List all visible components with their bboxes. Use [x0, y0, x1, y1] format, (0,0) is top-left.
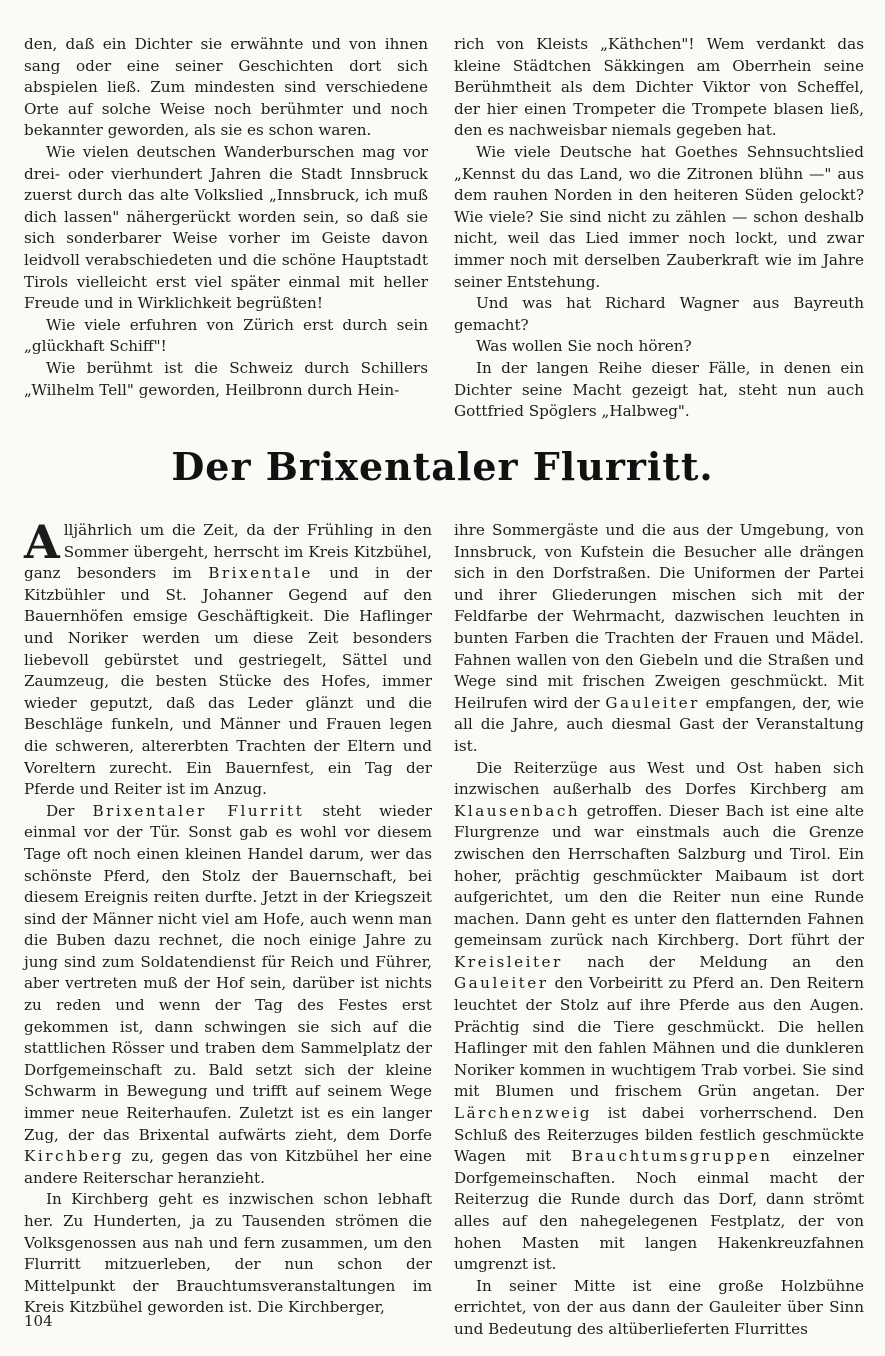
article-title: Der Brixentaler Flurritt.	[171, 444, 714, 489]
spaced-text: Brixentale	[208, 564, 313, 583]
text-run: ist dabei vorherrschend. Den Schluß des Reiterzuges bilden festlich geschmückte Wagen mit	[454, 1104, 864, 1166]
text-run: Der	[46, 801, 93, 820]
paragraph	[454, 520, 864, 758]
spaced-text: Kreisleiter	[454, 952, 563, 971]
spaced-text: Gauleiter	[454, 974, 549, 993]
paragraph	[454, 758, 864, 1276]
paragraph: Was wollen Sie noch hören?	[476, 337, 692, 356]
text-run: nach der Meldung an den	[562, 952, 864, 971]
text-run: den Vorbeiritt zu Pferd an. Den Reitern leuchtet der Stolz auf ihre Pferde aus den Augen. Prächtig sind die Tiere geschmückt. Die hellen Haflinger mit den fahlen Mähnen und die dunkleren Noriker kommen in wuchtigem Trab vorbei. Sie sind mit Blumen und frischem Grün angetan. Der	[454, 974, 864, 1101]
bottom-right-column	[454, 520, 864, 1341]
page-number: 104	[24, 1312, 53, 1330]
paragraph: den, daß ein Dichter sie erwähnte und von ihnen sang oder eine seiner Geschichten dort sich abspielen ließ. Zum mindesten sind verschiedene Orte auf solche Weise noch berühmter und noch bekannter geworden, als sie es schon waren.	[24, 35, 428, 140]
paragraph: Wie vielen deutschen Wanderburschen mag vor drei- oder vierhundert Jahren die Stadt Innsbruck zuerst durch das alte Volkslied „Innsbruck, ich muß dich lassen" nähergerückt worden sein, so daß sie sich sonderbarer Weise vorher im Geiste davon leidvoll verabschiedeten und die schöne Hauptstadt Tirols vielleicht erst viel später einmal mit heller Freude und in Wirklichkeit begrüßten!	[24, 142, 428, 313]
top-left-column	[24, 34, 428, 401]
text-run: empfangen, der, wie all die Jahre, auch diesmal Gast der Veranstaltung ist.	[454, 693, 865, 755]
spaced-text: Brixentaler Flurritt	[92, 801, 305, 820]
text-run: getroffen. Dieser Bach ist eine alte Flurgrenze und war einstmals auch die Grenze zwischen den Herrschaften Salzburg und Tirol. Ein hoher, prächtig geschmückter Maibaum ist dort aufgerichtet, um den die Reiter nun eine Runde machen. Dann geht es unter den flatternden Fahnen gemeinsam zurück nach Kirchberg. Dort führt der	[454, 801, 864, 950]
paragraph: In Kirchberg geht es inzwischen schon lebhaft her. Zu Hunderten, ja zu Tausenden strömen die Volksgenossen aus nah und fern zusammen, um den Flurritt mitzuerleben, der nun schon der Mittelpunkt der Brauchtumsveranstaltungen im Kreis Kitzbühel geworden ist. Die Kirchberger,	[24, 1190, 432, 1317]
paragraph: Wie berühmt ist die Schweiz durch Schillers „Wilhelm Tell" geworden, Heilbronn durch Hein-	[24, 358, 428, 399]
top-right-column	[454, 34, 864, 423]
text-run: steht wieder einmal vor der Tür. Sonst gab es wohl vor diesem Tage oft noch einen kleinen Handel darum, wer das schönste Pferd, den Stolz der Bauernschaft, bei diesem Ereignis reiten durfte. Jetzt in der Kriegszeit sind der Männer nicht viel am Hofe, auch wenn man die Buben dazu rechnet, die noch einige Jahre zu jung sind zum Soldatendienst für Reich und Führer, aber vertreten muß der Hof sein, darüber ist nichts zu reden und wenn der Tag des Festes erst gekommen ist, dann schwingen sie sich auf die stattlichen Rösser und traben dem Sammelplatz der Dorfgemeinschaft zu. Bald setzt sich der kleine Schwarm in Bewegung und trifft auf seinem Wege immer neue Reiterhaufen. Zuletzt ist es ein langer Zug, der das Brixental aufwärts zieht, dem Dorfe	[24, 801, 432, 1144]
spaced-text: Gauleiter	[605, 693, 700, 712]
paragraph: In seiner Mitte ist eine große Holzbühne errichtet, von der aus dann der Gauleiter über Sinn und Bedeutung des altüberlieferten Flurrittes	[454, 1276, 864, 1338]
spaced-text: Kirchberg	[24, 1147, 124, 1166]
spaced-text: Brauchtumsgruppen	[571, 1147, 773, 1166]
paragraph: Wie viele Deutsche hat Goethes Sehnsuchtslied „Kennst du das Land, wo die Zitronen blühn —" aus dem rauhen Norden in den heiteren Süden gelockt? Wie viele? Sie sind nicht zu zählen — schon deshalb nicht, weil das Lied immer noch lockt, und zwar immer noch mit derselben Zauberkraft wie im Jahre seiner Entstehung.	[454, 142, 864, 291]
paragraph: rich von Kleists „Käthchen"! Wem verdankt das kleine Städtchen Säkkingen am Oberrhein seine Berühmtheit als dem Dichter Viktor von Scheffel, der hier einen Trompeter die Trompete blasen ließ, den es nachweisbar niemals gegeben hat.	[454, 35, 864, 140]
paragraph	[24, 515, 432, 801]
text-run: und in der Kitzbühler und St. Johanner Gegend auf den Bauernhöfen emsige Geschäftigkeit. Die Haflinger und Noriker werden um diese Zeit besonders liebevoll gebürstet und gestriegelt, Sättel und Zaumzeug, die besten Stücke des Hofes, immer wieder geputzt, daß das Leder glänzt und die Beschläge funkeln, und Männer und Frauen legen die schweren, altererbten Trachten der Eltern und Voreltern zurecht. Ein Bauernfest, ein Tag der Pferde und Reiter ist im Anzug.	[24, 564, 432, 799]
text-run: ihre Sommergäste und die aus der Umgebung, von Innsbruck, von Kufstein die Besucher alle drängen sich in den Dorfstraßen. Die Uniformen der Partei und ihrer Gliederungen mischen sich mit der Feldfarbe der Wehrmacht, dazwischen leuchten in bunten Farben die Trachten der Frauen und Mädel. Fahnen wallen von den Giebeln und die Straßen und Wege sind mit frischen Zweigen geschmückt. Mit Heilrufen wird der	[454, 521, 864, 712]
spaced-text: Klausenbach	[454, 801, 581, 820]
paragraph: In der langen Reihe dieser Fälle, in denen ein Dichter seine Macht gezeigt hat, steht nun auch Gottfried Spöglers „Halbweg".	[454, 358, 864, 421]
paragraph	[24, 801, 432, 1190]
drop-cap: A	[24, 515, 60, 569]
text-run: einzelner Dorfgemeinschaften. Noch einmal macht der Reiterzug die Runde durch das Dorf, dann strömt alles auf den nahegelegenen Festplatz, der von hohen Masten mit langen Hakenkreuzfahnen umgrenzt ist.	[454, 1147, 864, 1274]
paragraph: Wie viele erfuhren von Zürich erst durch sein „glückhaft Schiff"!	[24, 315, 428, 356]
spaced-text: Lärchenzweig	[454, 1104, 593, 1123]
bottom-left-column	[24, 515, 432, 1319]
paragraph: Und was hat Richard Wagner aus Bayreuth gemacht?	[454, 294, 864, 334]
text-run: zu, gegen das von Kitzbühel her eine andere Reiterschar heranzieht.	[24, 1147, 432, 1187]
text-run: Die Reiterzüge aus West und Ost haben sich inzwischen außerhalb des Dorfes Kirchberg am	[454, 758, 864, 799]
text-run: lljährlich um die Zeit, da der Frühling in den Sommer übergeht, herrscht im Kreis Kitzbühel, ganz besonders im	[24, 521, 432, 583]
